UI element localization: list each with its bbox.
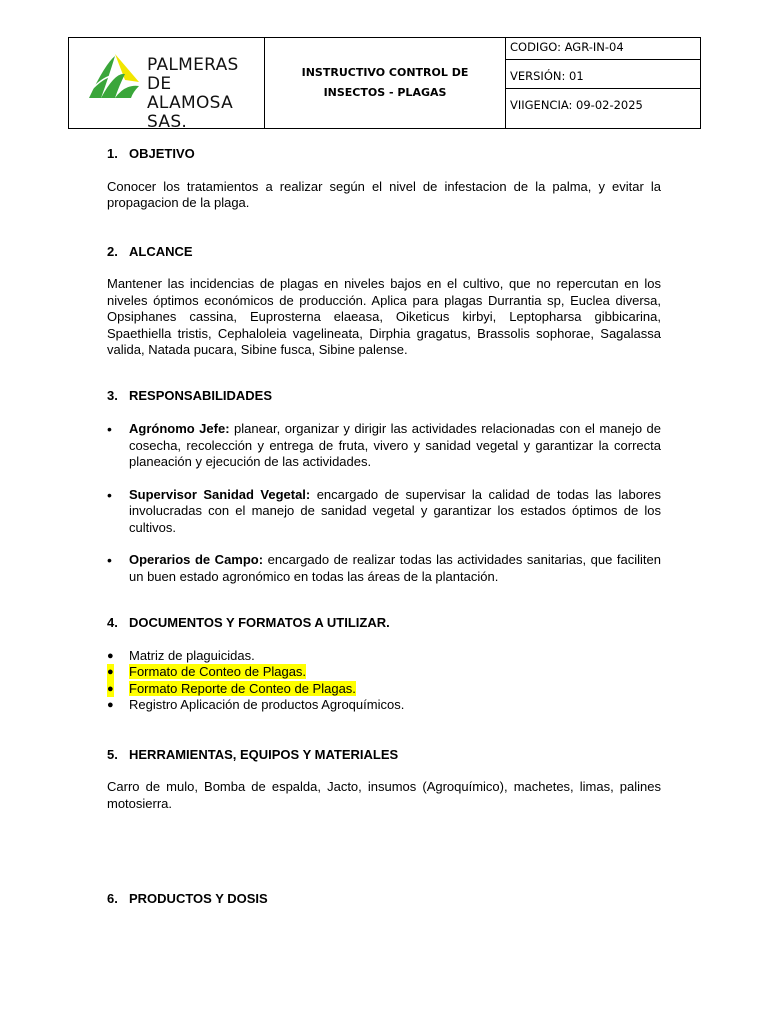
palm-leaf-logo-icon [85,52,141,102]
section-title: ALCANCE [129,243,193,259]
role-description: encargado de realizar todas las actividades sanitarias, que faciliten un buen estado agronómico en todas las áreas de la plantación. [129,552,661,584]
section-heading-alcance [107,244,661,261]
logo-line-1: PALMERAS DE [147,55,239,94]
document-metadata [506,38,700,128]
bullet-icon: ● [107,699,114,711]
section-number: 1. [107,146,118,161]
bullet-icon: ● [107,649,114,662]
list-item [107,487,661,537]
role-label: Supervisor Sanidad Vegetal: [129,486,311,502]
document-item-highlighted: Formato Reporte de Conteo de Plagas. [129,680,356,696]
section-number: 4. [107,615,118,630]
responsibilities-list [107,421,661,585]
list-item [107,552,661,585]
document-validity: VIIGENCIA: 09-02-2025 [510,98,643,112]
section-title: OBJETIVO [129,146,195,161]
bullet-icon: ● [107,664,114,681]
logo-line-2: ALAMOSA SAS. [147,93,234,132]
role-label: Operarios de Campo: [129,552,264,567]
section-number: 6. [107,891,118,906]
document-code: CODIGO: AGR-IN-04 [506,38,700,60]
company-name [147,56,264,132]
role-label: Agrónomo Jefe: [129,421,230,436]
document-item: Registro Aplicación de productos Agroquímicos. [129,697,405,712]
documents-list [107,648,661,714]
company-logo [69,38,265,132]
section-heading-herramientas [107,747,661,764]
section-heading-responsabilidades [107,388,661,405]
role-description: planear, organizar y dirigir las actividades relacionadas con el manejo de cosecha, recolección y entrega de fruta, vivero y sanidad vegetal y garantizar la correcta planeación y ejecución de las actividades. [129,421,661,469]
bullet-icon: • [107,486,112,503]
list-item [107,421,661,471]
section-title: PRODUCTOS Y DOSIS [129,891,268,906]
alcance-text: Mantener las incidencias de plagas en niveles bajos en el cultivo, que no repercutan en los niveles óptimos económicos de producción. Aplica para plagas Durrantia sp, Euclea diversa, Opsiphanes cassina, Euprosterna elaeasa, Oiketicus kirbyi, Leptopharsa gibbicarina, Spaethiella tristis, Cephaloleia vagelineata, Dirphia gragatus, Brassolis sophorae, Sagalassa valida, Natada pucara, Sibine fusca, Sibine palense. [107,276,661,357]
section-heading-productos [107,891,661,908]
document-header-table [68,37,701,132]
bullet-icon: • [107,421,112,437]
list-item [107,664,661,681]
list-item [107,648,661,665]
document-version: VERSIÓN: 01 [506,60,700,89]
section-number: 2. [107,243,118,259]
herramientas-text: Carro de mulo, Bomba de espalda, Jacto, insumos (Agroquímico), machetes, limas, palines motosierra. [107,779,661,811]
section-title: DOCUMENTOS Y FORMATOS A UTILIZAR. [129,615,390,630]
section-number: 3. [107,387,118,403]
document-body [107,146,661,908]
section-title: RESPONSABILIDADES [129,387,273,403]
document-title: INSTRUCTIVO CONTROL DE INSECTOS - PLAGAS [265,38,506,128]
role-description: encargado de supervisar la calidad de todas las labores involucradas con el manejo de sanidad vegetal y garantizar los estados óptimos de los cultivos. [129,486,662,535]
section-number: 5. [107,746,118,762]
section-title: HERRAMIENTAS, EQUIPOS Y MATERIALES [129,746,399,762]
objetivo-text: Conocer los tratamientos a realizar según el nivel de infestacion de la palma, y evitar la propagacion de la plaga. [107,178,661,210]
bullet-icon: • [107,552,112,568]
bullet-icon: ● [107,681,114,698]
list-item [107,681,661,698]
document-item: Matriz de plaguicidas. [129,647,255,663]
list-item [107,697,661,714]
section-heading-documentos [107,615,661,632]
section-heading-objetivo [107,146,661,163]
document-item-highlighted: Formato de Conteo de Plagas. [129,664,307,679]
